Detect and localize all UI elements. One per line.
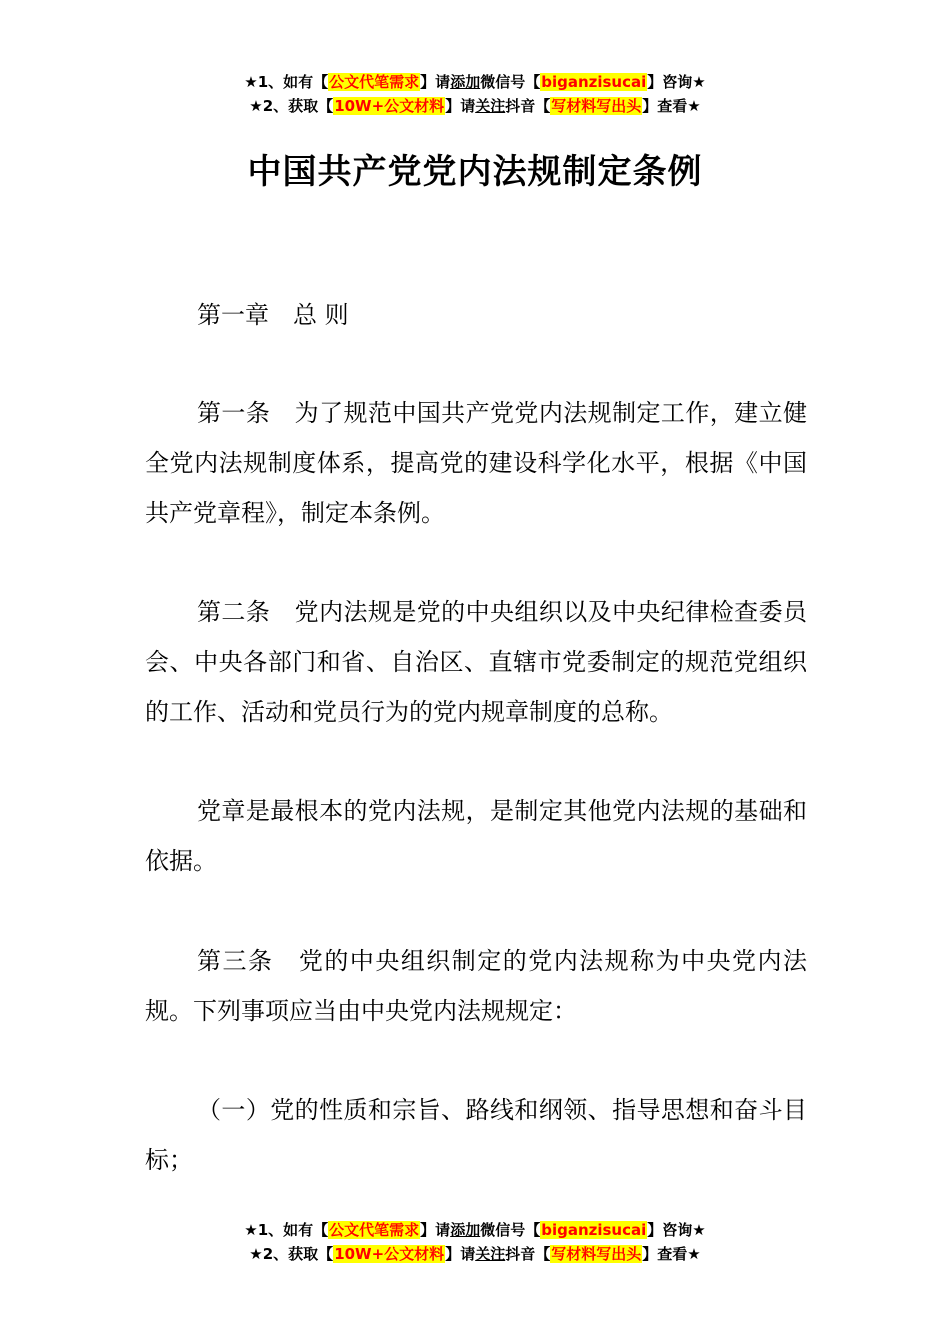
promo-highlight: 公文代笔需求 bbox=[329, 73, 420, 91]
promo-line-2: ★2、获取【10W+公文材料】请关注抖音【写材料写出头】查看★ bbox=[249, 97, 701, 115]
article-paragraph: 第二条 党内法规是党的中央组织以及中央纪律检查委员会、中央各部门和省、自治区、直辖市党委制定的规范党组织的工作、活动和党员行为的党内规章制度的总称。 bbox=[145, 598, 807, 726]
douyin-id-highlight: 写材料写出头 bbox=[551, 1245, 642, 1263]
article-paragraph: 党章是最根本的党内法规，是制定其他党内法规的基础和依据。 bbox=[145, 797, 807, 875]
promo-highlight: 10W+公文材料 bbox=[334, 1245, 445, 1263]
douyin-id-highlight: 写材料写出头 bbox=[551, 97, 642, 115]
article-paragraph: 第三条 党的中央组织制定的党内法规称为中央党内法规。下列事项应当由中央党内法规规定： bbox=[145, 947, 807, 1025]
promo-highlight: 公文代笔需求 bbox=[329, 1221, 420, 1239]
article-paragraph: （一）党的性质和宗旨、路线和纲领、指导思想和奋斗目标； bbox=[145, 1096, 807, 1174]
promo-highlight: 10W+公文材料 bbox=[334, 97, 445, 115]
promo-line-1: ★1、如有【公文代笔需求】请添加微信号【biganzisucai】咨询★ bbox=[244, 73, 706, 91]
promo-line-2: ★2、获取【10W+公文材料】请关注抖音【写材料写出头】查看★ bbox=[249, 1245, 701, 1263]
wechat-id-highlight: biganzisucai bbox=[541, 73, 647, 91]
wechat-id-highlight: biganzisucai bbox=[541, 1221, 647, 1239]
header-promo-banner bbox=[0, 70, 950, 118]
footer-promo-banner bbox=[0, 1218, 950, 1266]
chapter-heading: 第一章 总 则 bbox=[197, 301, 349, 329]
promo-line-1: ★1、如有【公文代笔需求】请添加微信号【biganzisucai】咨询★ bbox=[244, 1221, 706, 1239]
article-paragraph: 第一条 为了规范中国共产党党内法规制定工作，建立健全党内法规制度体系，提高党的建设科学化水平，根据《中国共产党章程》，制定本条例。 bbox=[145, 399, 807, 527]
document-title: 中国共产党党内法规制定条例 bbox=[247, 152, 703, 192]
